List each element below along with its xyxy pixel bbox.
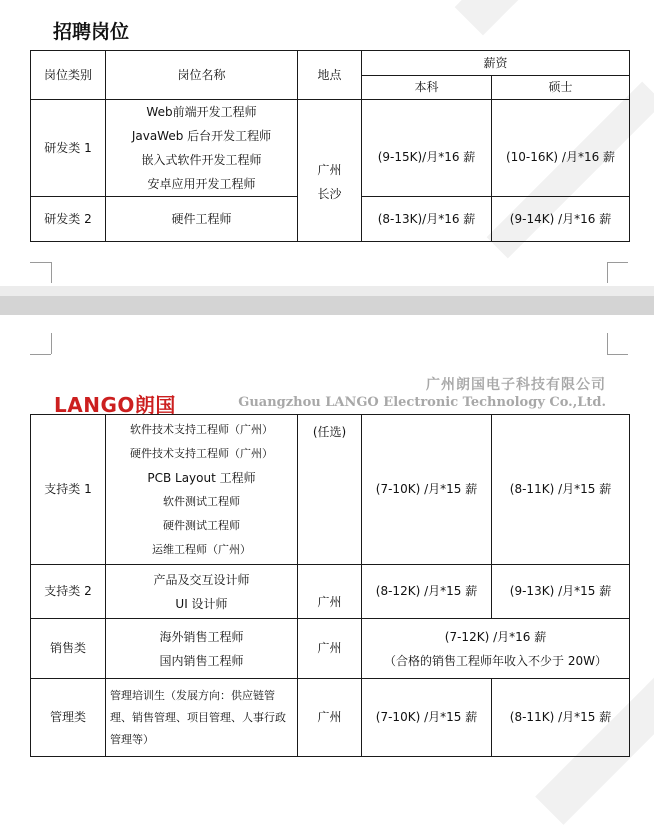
watermark-shape	[455, 0, 526, 35]
table-row	[31, 415, 630, 565]
table-row	[31, 100, 630, 197]
recruitment-table-1	[30, 50, 630, 242]
page-gap	[0, 286, 654, 296]
salary-note: （合格的销售工程师年收入不少于 20W）	[384, 653, 607, 668]
row-category: 支持类 2	[31, 565, 106, 619]
salary-bachelor: (7-10K) /月*15 薪	[362, 415, 492, 565]
position-name: 软件测试工程师	[163, 494, 240, 508]
salary-bachelor: (8-12K) /月*15 薪	[362, 565, 492, 619]
company-name-en: Guangzhou LANGO Electronic Technology Co.,Ltd.	[238, 395, 606, 410]
header-position: 岗位名称	[106, 51, 298, 100]
header-category: 岗位类别	[31, 51, 106, 100]
row-location	[298, 100, 362, 242]
row-category: 研发类 2	[31, 197, 106, 242]
row-positions: 硬件工程师	[106, 197, 298, 242]
position-name: 产品及交互设计师	[153, 572, 250, 587]
salary-master: (9-14K) /月*16 薪	[492, 197, 630, 242]
row-category: 销售类	[31, 619, 106, 679]
table-row	[31, 565, 630, 619]
salary-master: (8-11K) /月*15 薪	[492, 679, 630, 757]
row-positions	[106, 565, 298, 619]
row-positions	[106, 100, 298, 197]
row-positions	[106, 619, 298, 679]
position-name: Web前端开发工程师	[146, 105, 257, 119]
position-name: JavaWeb 后台开发工程师	[131, 129, 272, 143]
salary-bachelor: (8-13K)/月*16 薪	[362, 197, 492, 242]
row-category: 管理类	[31, 679, 106, 757]
position-name: 管理培训生（发展方向：供应链管理、销售管理、项目管理、人事行政管理等）	[110, 688, 286, 746]
position-name: 海外销售工程师	[159, 629, 244, 644]
recruitment-table-2	[30, 414, 630, 757]
table-row	[31, 619, 630, 679]
company-name-cn: 广州朗国电子科技有限公司	[426, 377, 606, 393]
row-category: 研发类 1	[31, 100, 106, 197]
page-separator	[0, 296, 654, 315]
row-positions	[106, 415, 298, 565]
location-line: 长沙	[317, 186, 342, 201]
header-master: 硕士	[492, 76, 630, 100]
position-name: 硬件测试工程师	[163, 518, 240, 532]
position-name: UI 设计师	[175, 596, 228, 611]
position-name: 国内销售工程师	[159, 653, 244, 668]
row-positions	[106, 679, 298, 757]
salary-master: (10-16K) /月*16 薪	[492, 100, 630, 197]
salary-bachelor: (9-15K)/月*16 薪	[362, 100, 492, 197]
salary-master: (8-11K) /月*15 薪	[492, 415, 630, 565]
row-location: 广州	[298, 565, 362, 619]
position-name: 运维工程师（广州）	[152, 542, 251, 556]
position-name: 硬件技术支持工程师（广州）	[130, 446, 273, 460]
position-name: 软件技术支持工程师（广州）	[130, 422, 273, 436]
salary-main: (7-12K) /月*16 薪	[444, 629, 547, 644]
page-title: 招聘岗位	[53, 21, 130, 43]
row-location: 广州	[298, 679, 362, 757]
salary-master: (9-13K) /月*15 薪	[492, 565, 630, 619]
header-salary: 薪资	[362, 51, 630, 76]
row-location: 广州	[298, 619, 362, 679]
location-line: 广州	[317, 162, 342, 177]
row-category: 支持类 1	[31, 415, 106, 565]
row-location: (任选)	[298, 415, 362, 565]
company-logo: LANGO朗国	[54, 393, 176, 417]
position-name: 嵌入式软件开发工程师	[141, 153, 262, 167]
position-name: 安卓应用开发工程师	[147, 177, 256, 191]
header-location: 地点	[298, 51, 362, 100]
position-name: PCB Layout 工程师	[147, 470, 256, 485]
salary-bachelor: (7-10K) /月*15 薪	[362, 679, 492, 757]
header-bachelor: 本科	[362, 76, 492, 100]
table-row	[31, 679, 630, 757]
salary-combined	[362, 619, 630, 679]
